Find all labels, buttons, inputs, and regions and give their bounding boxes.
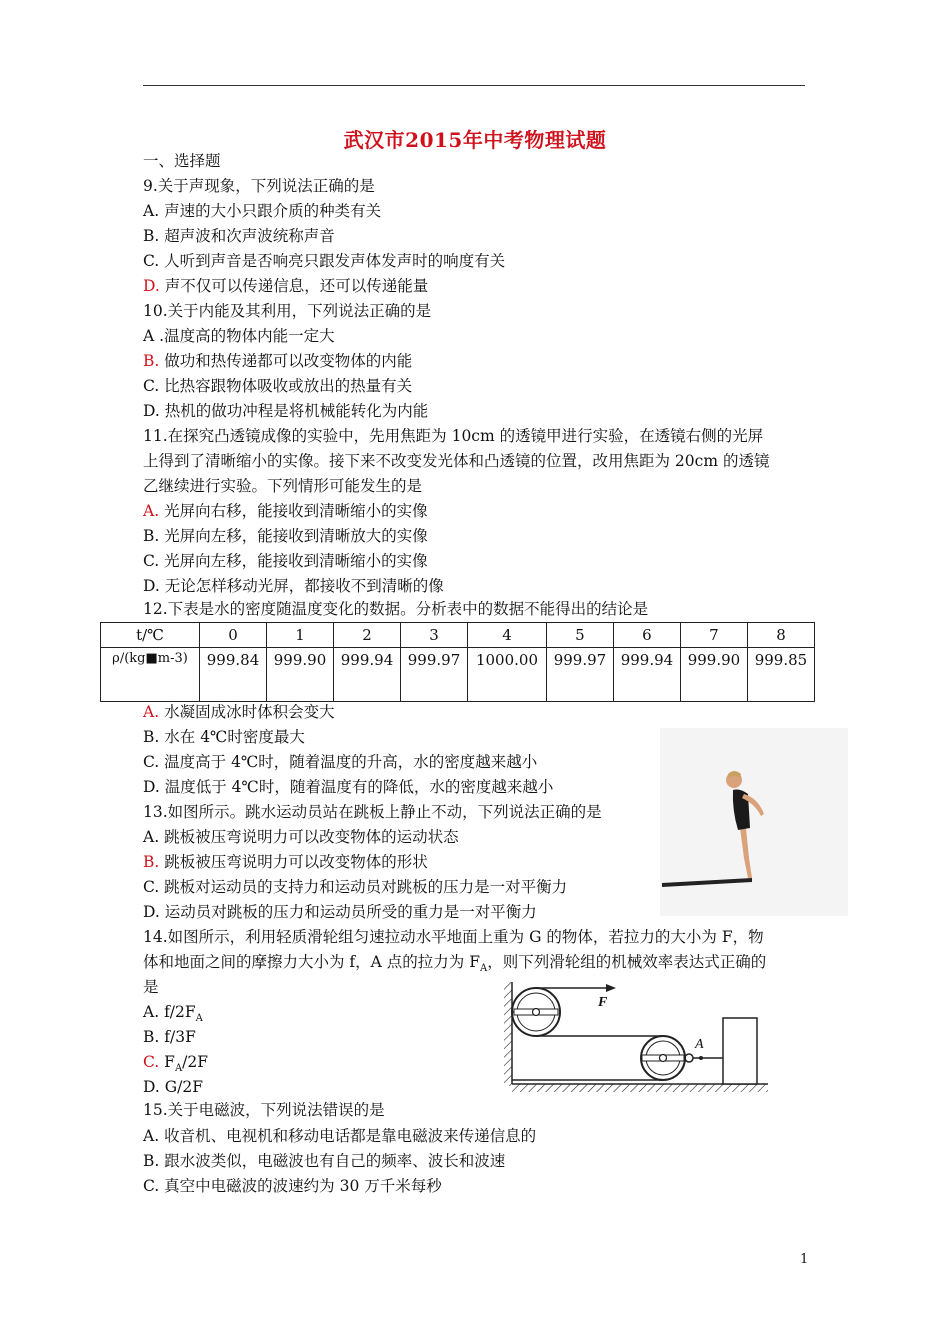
q12-option-c: C. 温度高于 4℃时，随着温度的升高，水的密度越来越小 — [143, 753, 538, 771]
pulley-figure — [498, 978, 770, 1096]
table-cell: 999.94 — [613, 648, 680, 702]
table-cell: 0 — [200, 623, 267, 648]
q14-stem-line1: 14.如图所示，利用轻质滑轮组匀速拉动水平地面上重为 G 的物体，若拉力的大小为 F，物 — [143, 928, 764, 946]
q12-stem: 12.下表是水的密度随温度变化的数据。分析表中的数据不能得出的结论是 — [143, 600, 649, 618]
q14-option-d: D. G/2F — [143, 1078, 203, 1096]
q13-option-d: D. 运动员对跳板的压力和运动员所受的重力是一对平衡力 — [143, 903, 537, 921]
q12-option-d: D. 温度低于 4℃时，随着温度有的降低，水的密度越来越小 — [143, 778, 554, 796]
exam-title: 武汉市2015年中考物理试题 — [343, 128, 607, 152]
q9-option-d: D. 声不仅可以传递信息，还可以传递能量 — [143, 277, 429, 295]
q10-option-b: B. 做功和热传递都可以改变物体的内能 — [143, 352, 413, 370]
q11-stem-line2: 上得到了清晰缩小的实像。接下来不改变发光体和凸透镜的位置，改用焦距为 20cm 的透镜 — [143, 452, 770, 470]
table-cell: 999.90 — [267, 648, 334, 702]
force-label-F: F — [598, 995, 608, 1010]
table-header-density: ρ/(kg■m-3) — [101, 648, 200, 702]
answer-mark: B. — [143, 352, 160, 370]
table-header-temperature: t/℃ — [101, 623, 200, 648]
table-cell: 4 — [468, 623, 547, 648]
q11-option-b: B. 光屏向左移，能接收到清晰放大的实像 — [143, 527, 428, 545]
q14-option-c: C. $F_A/2F$ — [143, 1053, 209, 1075]
q11-stem-line3: 乙继续进行实验。下列情形可能发生的是 — [143, 477, 423, 495]
q15-stem: 15.关于电磁波，下列说法错误的是 — [143, 1101, 385, 1119]
table-cell: 2 — [334, 623, 401, 648]
table-cell: 8 — [747, 623, 814, 648]
table-cell: 999.94 — [334, 648, 401, 702]
table-cell: 1000.00 — [468, 648, 547, 702]
q10-option-a: A .温度高的物体内能一定大 — [143, 327, 335, 345]
q10-stem: 10.关于内能及其利用，下列说法正确的是 — [143, 302, 432, 320]
header-rule — [143, 85, 805, 86]
answer-mark: C. — [143, 1053, 160, 1071]
q15-option-c: C. 真空中电磁波的波速约为 30 万千米每秒 — [143, 1177, 442, 1195]
q14-stem-line2: 体和地面之间的摩擦力大小为 f，A 点的拉力为 $F_A$，则下列滑轮组的机械效率表达式正确的 — [143, 953, 767, 975]
point-label-A: A — [695, 1037, 704, 1052]
q11-stem-line1: 11.在探究凸透镜成像的实验中，先用焦距为 10cm 的透镜甲进行实验，在透镜右侧的光屏 — [143, 427, 764, 445]
answer-mark: A. — [143, 502, 160, 520]
table-cell: 999.85 — [747, 648, 814, 702]
q12-option-a: A. 水凝固成冰时体积会变大 — [143, 703, 335, 721]
table-cell: 999.97 — [546, 648, 613, 702]
table-cell: 1 — [267, 623, 334, 648]
q13-stem: 13.如图所示。跳水运动员站在跳板上静止不动，下列说法正确的是 — [143, 803, 602, 821]
q12-option-b: B. 水在 4℃时密度最大 — [143, 728, 305, 746]
q14-option-a: A. $f/2F_A$ — [143, 1003, 203, 1025]
q15-option-b: B. 跟水波类似，电磁波也有自己的频率、波长和波速 — [143, 1152, 506, 1170]
q10-option-d: D. 热机的做功冲程是将机械能转化为内能 — [143, 402, 429, 420]
table-cell: 7 — [680, 623, 747, 648]
diver-figure — [660, 728, 848, 916]
table-cell: 999.84 — [200, 648, 267, 702]
table-cell: 999.97 — [401, 648, 468, 702]
q11-option-c: C. 光屏向左移，能接收到清晰缩小的实像 — [143, 552, 428, 570]
q15-option-a: A. 收音机、电视机和移动电话都是靠电磁波来传递信息的 — [143, 1127, 537, 1145]
density-row — [101, 648, 815, 702]
pulley-diagram — [498, 978, 770, 1096]
table-cell: 999.90 — [680, 648, 747, 702]
density-table — [100, 622, 815, 702]
answer-mark: D. — [143, 277, 160, 295]
q13-option-a: A. 跳板被压弯说明力可以改变物体的运动状态 — [143, 828, 459, 846]
q9-option-b: B. 超声波和次声波统称声音 — [143, 227, 335, 245]
q10-option-c: C. 比热容跟物体吸收或放出的热量有关 — [143, 377, 413, 395]
diver-illustration — [660, 728, 848, 916]
q11-option-d: D. 无论怎样移动光屏，都接收不到清晰的像 — [143, 577, 444, 595]
table-cell: 6 — [613, 623, 680, 648]
page-number: 1 — [800, 1252, 809, 1267]
q13-option-c: C. 跳板对运动员的支持力和运动员对跳板的压力是一对平衡力 — [143, 878, 568, 896]
answer-mark: A. — [143, 703, 160, 721]
q14-option-b: B. f/3F — [143, 1028, 196, 1046]
temperature-row — [101, 623, 815, 648]
q14-stem-line3: 是 — [143, 978, 159, 996]
q13-option-b: B. 跳板被压弯说明力可以改变物体的形状 — [143, 853, 428, 871]
q11-option-a: A. 光屏向右移，能接收到清晰缩小的实像 — [143, 502, 428, 520]
table-cell: 5 — [546, 623, 613, 648]
q9-stem: 9.关于声现象，下列说法正确的是 — [143, 177, 375, 195]
section-heading: 一、选择题 — [143, 152, 221, 170]
q9-option-c: C. 人听到声音是否响亮只跟发声体发声时的响度有关 — [143, 252, 506, 270]
answer-mark: B. — [143, 853, 160, 871]
q9-option-a: A. 声速的大小只跟介质的种类有关 — [143, 202, 382, 220]
table-cell: 3 — [401, 623, 468, 648]
